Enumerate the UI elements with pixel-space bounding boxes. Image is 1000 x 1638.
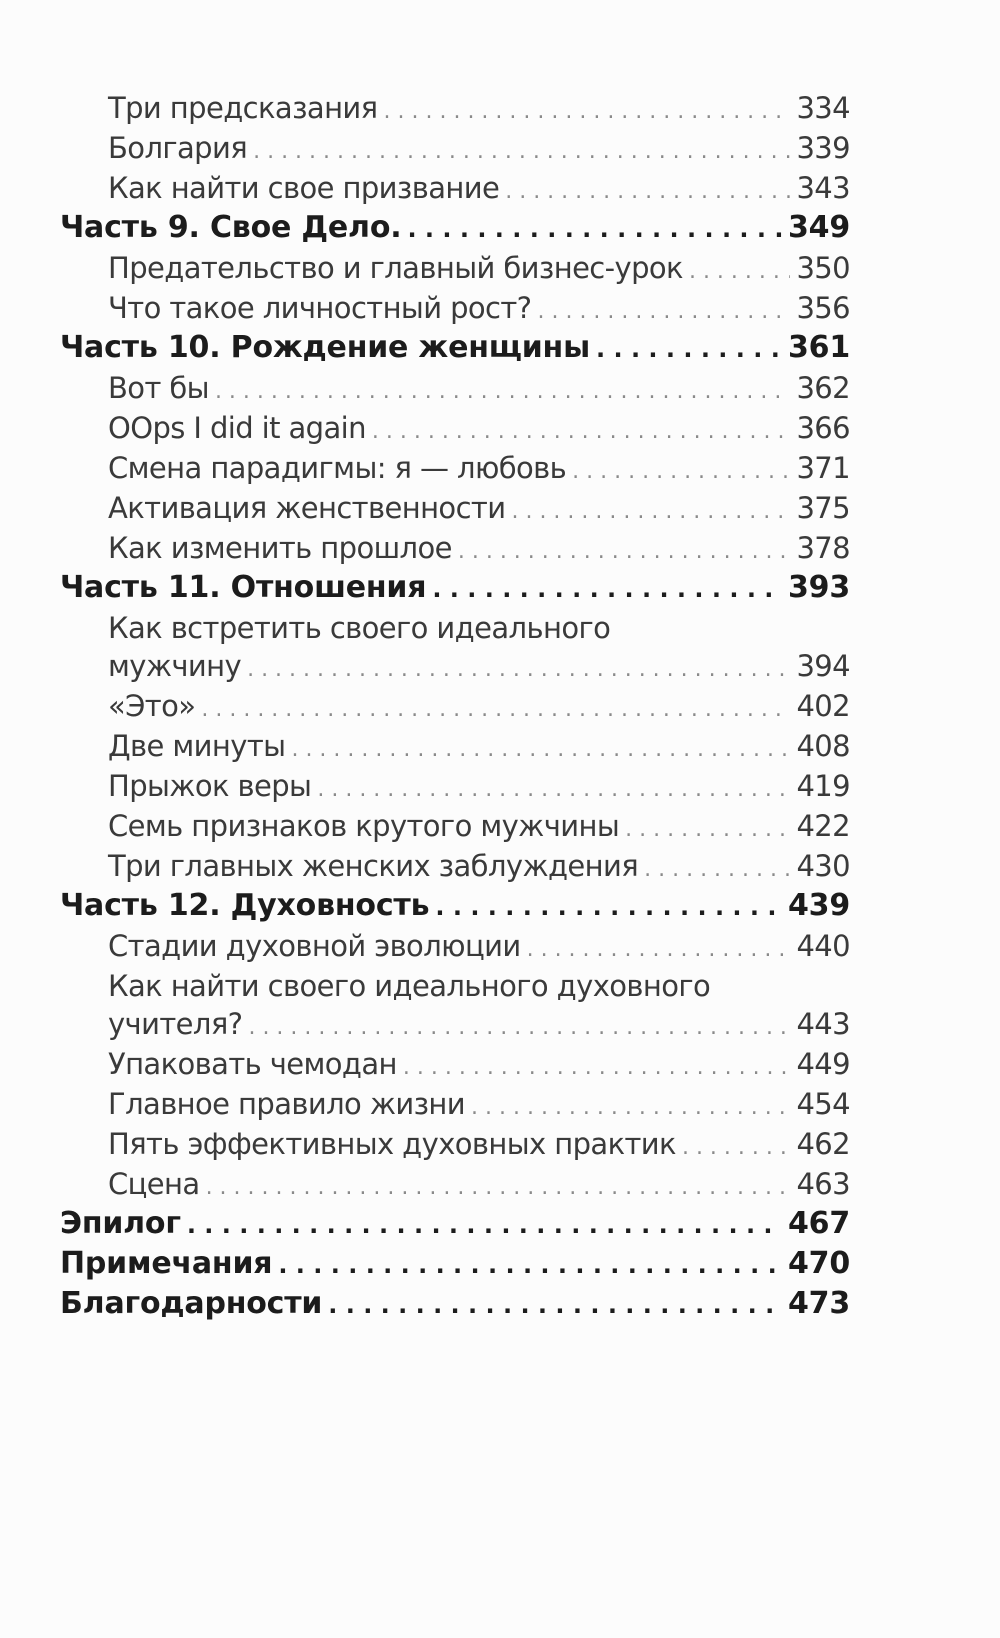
dot-leader <box>511 492 790 528</box>
toc-entry-title-line <box>60 608 850 646</box>
toc-entry-title: Три главных женских заблуждения <box>108 849 639 883</box>
toc-entry-title: мужчину <box>108 649 242 683</box>
toc-entry-title: Как найти свое призвание <box>108 171 500 205</box>
toc-page-number: 439 <box>787 888 850 923</box>
toc-page-number: 422 <box>796 809 850 843</box>
toc-entry-title-line <box>60 966 850 1004</box>
dot-leader <box>572 452 790 488</box>
toc-page-number: 454 <box>796 1087 850 1121</box>
toc-entry <box>60 846 850 886</box>
toc-entry-title: Упаковать чемодан <box>108 1047 397 1081</box>
dot-leader <box>527 930 791 966</box>
toc-page-number: 339 <box>796 131 850 165</box>
dot-leader <box>278 1245 782 1284</box>
toc-entry <box>60 128 850 168</box>
toc-entry <box>60 528 850 568</box>
toc-part-entry <box>60 1244 850 1284</box>
dot-leader <box>596 329 782 368</box>
toc-entry-title: Примечания <box>60 1246 273 1281</box>
toc-page-number: 375 <box>796 491 850 525</box>
toc-page-number: 470 <box>787 1246 850 1281</box>
toc-entry-title: Семь признаков крутого мужчины <box>108 809 620 843</box>
toc-page-number: 463 <box>796 1167 850 1201</box>
dot-leader <box>247 650 790 686</box>
toc-entry-title: Как изменить прошлое <box>108 531 452 565</box>
toc-entry-title: Главное правило жизни <box>108 1087 466 1121</box>
toc-entry <box>60 288 850 328</box>
toc-page-number: 366 <box>796 411 850 445</box>
toc-entry-title: Часть 11. Отношения <box>60 570 427 605</box>
toc-entry-title: Благодарности <box>60 1286 323 1321</box>
dot-leader <box>206 1168 791 1204</box>
dot-leader <box>625 810 790 846</box>
toc-entry <box>60 488 850 528</box>
dot-leader <box>187 1205 782 1244</box>
dot-leader <box>682 1128 790 1164</box>
toc-page-number: 349 <box>787 210 850 245</box>
toc-entry <box>60 168 850 208</box>
toc-entry <box>60 646 850 686</box>
toc-part-entry <box>60 1284 850 1324</box>
toc-page-number: 402 <box>796 689 850 723</box>
toc-entry-title: Что такое личностный рост? <box>108 291 532 325</box>
toc-page-number: 361 <box>787 330 850 365</box>
dot-leader <box>403 1048 791 1084</box>
toc-entry-title: Три предсказания <box>108 91 378 125</box>
toc-part-entry <box>60 328 850 368</box>
dot-leader <box>317 770 790 806</box>
dot-leader <box>201 690 790 726</box>
dot-leader <box>458 532 791 568</box>
dot-leader <box>328 1285 782 1324</box>
toc-page-number: 449 <box>796 1047 850 1081</box>
toc-page-number: 467 <box>787 1206 850 1241</box>
toc-page-number: 371 <box>796 451 850 485</box>
toc-entry-title: Как встретить своего идеального <box>108 611 611 645</box>
table-of-contents <box>60 88 850 1324</box>
toc-entry-title: Эпилог <box>60 1206 181 1241</box>
toc-page-number: 350 <box>796 251 850 285</box>
toc-entry <box>60 806 850 846</box>
toc-entry-title: Активация женственности <box>108 491 506 525</box>
toc-page-number: 462 <box>796 1127 850 1161</box>
toc-entry <box>60 1124 850 1164</box>
toc-entry-title: Часть 9. Свое Дело. <box>60 210 402 245</box>
toc-page-number: 440 <box>796 929 850 963</box>
toc-entry-title: Болгария <box>108 131 248 165</box>
toc-entry-title: учителя? <box>108 1007 243 1041</box>
toc-part-entry <box>60 886 850 926</box>
dot-leader <box>215 372 791 408</box>
toc-entry-title: OOps I did it again <box>108 411 366 445</box>
toc-part-entry <box>60 568 850 608</box>
toc-entry-title: Вот бы <box>108 371 209 405</box>
dot-leader <box>253 132 790 168</box>
dot-leader <box>471 1088 790 1124</box>
toc-entry-title: Стадии духовной эволюции <box>108 929 521 963</box>
toc-entry <box>60 88 850 128</box>
toc-entry <box>60 368 850 408</box>
toc-page-number: 408 <box>796 729 850 763</box>
toc-entry <box>60 686 850 726</box>
toc-entry-title: Часть 12. Духовность <box>60 888 430 923</box>
toc-entry-title: Сцена <box>108 1167 200 1201</box>
toc-entry-title: Пять эффективных духовных практик <box>108 1127 676 1161</box>
toc-page-number: 419 <box>796 769 850 803</box>
dot-leader <box>689 252 790 288</box>
toc-entry <box>60 1004 850 1044</box>
toc-entry-title: Как найти своего идеального духовного <box>108 969 711 1003</box>
toc-page-number: 443 <box>796 1007 850 1041</box>
toc-entry-title: Две минуты <box>108 729 286 763</box>
toc-entry <box>60 1044 850 1084</box>
toc-part-entry <box>60 208 850 248</box>
toc-entry <box>60 726 850 766</box>
toc-entry <box>60 248 850 288</box>
toc-page-number: 393 <box>787 570 850 605</box>
toc-entry-title: «Это» <box>108 689 196 723</box>
toc-page-number: 334 <box>796 91 850 125</box>
dot-leader <box>291 730 790 766</box>
dot-leader <box>537 292 790 328</box>
toc-page-number: 394 <box>796 649 850 683</box>
toc-entry <box>60 1084 850 1124</box>
toc-entry-title: Смена парадигмы: я — любовь <box>108 451 567 485</box>
toc-part-entry <box>60 1204 850 1244</box>
dot-leader <box>505 172 790 208</box>
toc-entry-title: Предательство и главный бизнес-урок <box>108 251 683 285</box>
toc-entry <box>60 926 850 966</box>
toc-page-number: 473 <box>787 1286 850 1321</box>
toc-entry <box>60 766 850 806</box>
dot-leader <box>432 569 782 608</box>
toc-page-number: 430 <box>796 849 850 883</box>
toc-entry-title: Прыжок веры <box>108 769 312 803</box>
toc-entry-title: Часть 10. Рождение женщины <box>60 330 590 365</box>
dot-leader <box>644 850 790 886</box>
dot-leader <box>248 1008 790 1044</box>
dot-leader <box>384 92 791 128</box>
dot-leader <box>407 209 782 248</box>
dot-leader <box>435 887 782 926</box>
toc-page-number: 378 <box>796 531 850 565</box>
toc-page-number: 362 <box>796 371 850 405</box>
dot-leader <box>372 412 791 448</box>
toc-entry <box>60 408 850 448</box>
toc-page-number: 343 <box>796 171 850 205</box>
toc-entry <box>60 448 850 488</box>
toc-entry <box>60 1164 850 1204</box>
toc-page-number: 356 <box>796 291 850 325</box>
